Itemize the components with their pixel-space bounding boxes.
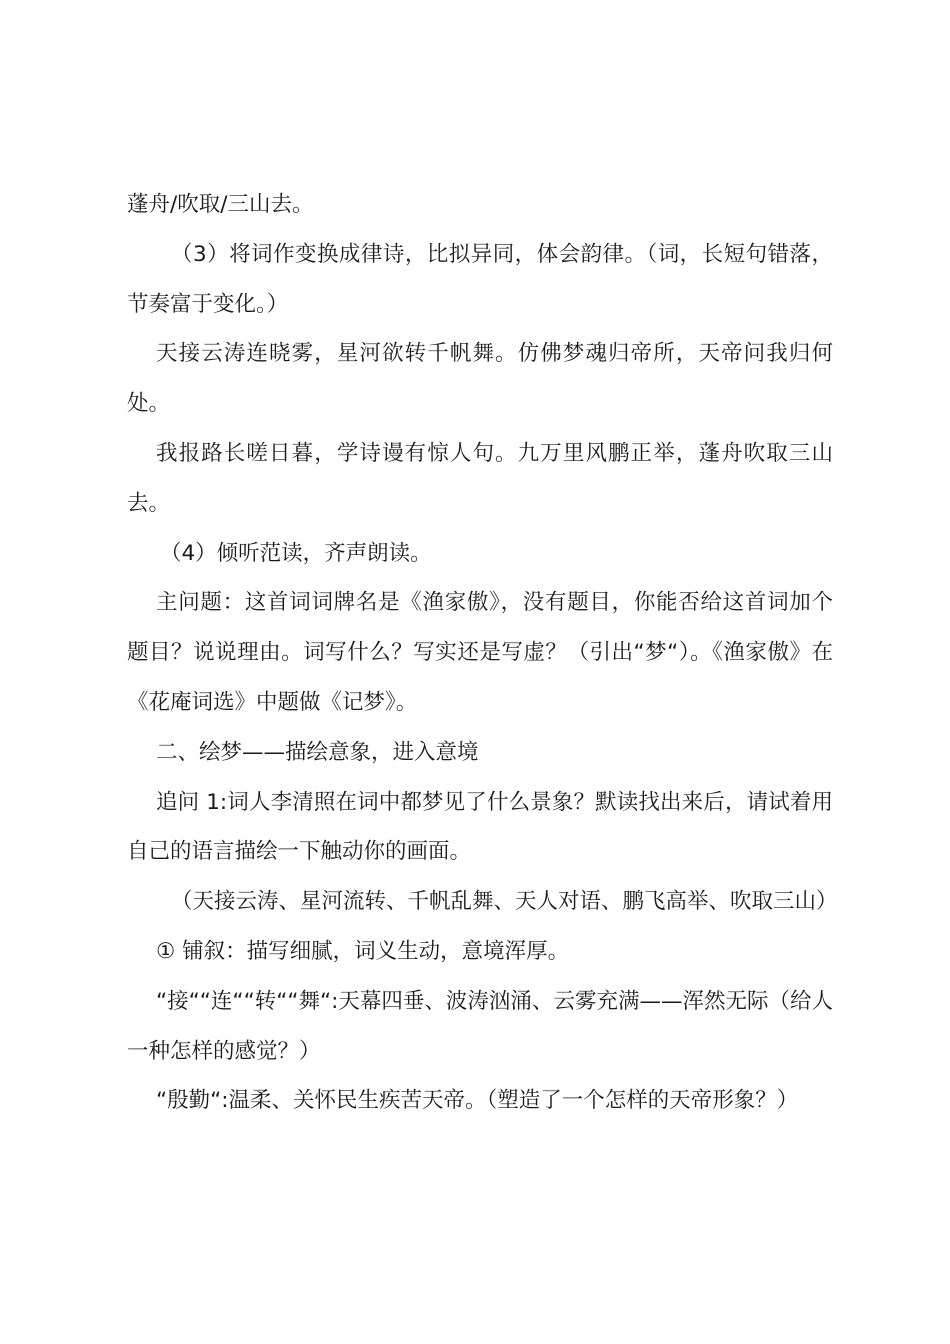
paragraph-step-4: （4）倾听范读，齐声朗读。 — [160, 540, 432, 566]
paragraph-point-1: ① 铺叙：描写细腻，词义生动，意境浑厚。 — [156, 938, 570, 964]
paragraph-poem-line-1: 天接云涛连晓雾，星河欲转千帆舞。仿佛梦魂归帝所，天帝问我归何处。 — [127, 341, 833, 417]
section-heading-2: 二、绘梦——描绘意象，进入意境 — [156, 739, 479, 765]
paragraph-main-question: 主问题：这首词词牌名是《渔家傲》，没有题目，你能否给这首词加个题目？说说理由。词写什么？写实还是写虚？（引出“梦“）。《渔家傲》在《花庵词选》中题做《记梦》。 — [127, 590, 833, 715]
paragraph-follow-up-1: 追问 1:词人李清照在词中都梦见了什么景象？默读找出来后，请试着用自己的语言描绘一下触动你的画面。 — [127, 789, 833, 865]
paragraph-keywords: “接““连““转““舞“:天幕四垂、波涛汹涌、云雾充满——浑然无际（给人一种怎样的感觉？） — [127, 988, 833, 1064]
paragraph-imagery-list: （天接云涛、星河流转、千帆乱舞、天人对语、鹏飞高举、吹取三山） — [171, 889, 838, 915]
paragraph-step-3: （3）将词作变换成律诗，比拟异同，体会韵律。（词，长短句错落，节奏富于变化。） — [127, 241, 833, 317]
document-body — [127, 180, 838, 1126]
paragraph-poem-line-2: 我报路长嗟日暮，学诗谩有惊人句。九万里风鹏正举，蓬舟吹取三山去。 — [127, 440, 833, 516]
paragraph-emperor: “殷勤“:温柔、关怀民生疾苦天帝。（塑造了一个怎样的天帝形象？） — [156, 1088, 799, 1114]
paragraph-continuation: 蓬舟/吹取/三山去。 — [127, 192, 314, 217]
